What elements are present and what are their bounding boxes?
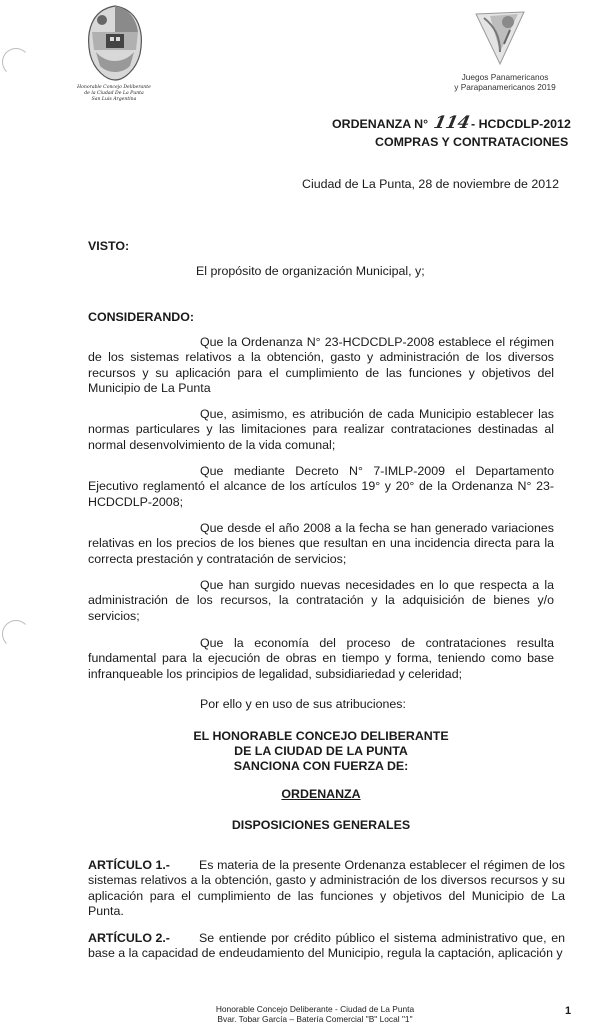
games-logo-icon <box>470 6 530 68</box>
paragraph-2-first-line: Que, asimismo, es atribución de cada Municipio establecer las <box>200 407 554 421</box>
paragraph-3-body: Ejecutivo reglamentó el alcance de los artículos 19° y 20° de la Ordenanza N° 23-HCDCDLP-2008; <box>88 479 554 509</box>
footer-line-1: Honorable Concejo Deliberante - Ciudad de La Punta <box>215 1004 415 1014</box>
section-title: DISPOSICIONES GENERALES <box>231 818 411 832</box>
paragraph-6-first-line: Que la economía del proceso de contrataciones resulta <box>200 636 554 650</box>
games-caption-2: y Parapanamericanos 2019 <box>454 81 556 92</box>
considerando-paragraph-6 <box>88 636 554 682</box>
games-caption-1: Juegos Panamericanos <box>461 72 549 82</box>
punch-hole-top <box>2 48 30 76</box>
paragraph-5-first-line: Que han surgido nuevas necesidades en lo que respecta a la <box>200 578 554 592</box>
pan-american-games-logo <box>470 6 530 66</box>
article-1-body: sistemas relativos a la obtención, gasto y administración de los diversos recursos y su aplicación para el cumplimiento de las funciones y objetivos del Municipio de La Punta. <box>88 873 565 918</box>
considerando-heading: CONSIDERANDO: <box>88 310 195 324</box>
ordinance-subject: COMPRAS Y CONTRATACIONES <box>375 135 569 149</box>
considerando-paragraph-5 <box>88 578 554 624</box>
article-1 <box>88 858 565 919</box>
article-2-first-line: Se entiende por crédito público el sistema administrativo que, en <box>199 931 565 945</box>
article-2-label: ARTÍCULO 2.- <box>88 931 170 945</box>
place-date: Ciudad de La Punta, 28 de noviembre de 2012 <box>302 177 559 191</box>
page-number: 1 <box>565 1005 572 1017</box>
paragraph-5-body: administración de los recursos, la contratación y la adquisición de bienes y/o servicios; <box>88 593 554 623</box>
footer-line-2: Bvar. Tobar García – Batería Comercial "B" Local "1" <box>217 1014 413 1024</box>
seal-caption-1: Honorable Concejo Deliberante <box>77 85 151 90</box>
considerando-paragraph-1 <box>88 335 554 396</box>
considerando-paragraph-2 <box>88 407 554 453</box>
article-1-label: ARTÍCULO 1.- <box>88 858 170 872</box>
article-2-body: base a la capacidad de endeudamiento del Municipio, regula la captación, aplicación y <box>88 946 563 961</box>
paragraph-4-first-line: Que desde el año 2008 a la fecha se han generado variaciones <box>200 521 554 535</box>
ordinance-title-wrap <box>88 787 554 801</box>
sanction-line-3: SANCIONA CON FUERZA DE: <box>233 759 409 773</box>
sanction-block <box>88 729 554 774</box>
considerando-paragraph-3 <box>88 464 554 510</box>
punch-hole-bottom <box>2 620 30 648</box>
games-logo-caption <box>440 73 570 92</box>
article-2 <box>88 931 565 962</box>
article-1-first-line: Es materia de la presente Ordenanza establecer el régimen de los <box>199 858 565 872</box>
visto-heading: VISTO: <box>88 239 130 253</box>
ordinance-number-line <box>332 113 571 133</box>
sanction-line-1: EL HONORABLE CONCEJO DELIBERANTE <box>193 729 449 743</box>
sanction-line-2: DE LA CIUDAD DE LA PUNTA <box>234 744 408 758</box>
considerando-closing: Por ello y en uso de sus atribuciones: <box>200 697 406 711</box>
ordinance-prefix: ORDENANZA N° <box>332 117 429 131</box>
paragraph-4-body: relativas en los precios de los bienes que resultan en una incidencia directa para la correcta prestación y contratación de servicios; <box>88 536 554 566</box>
footer <box>190 1004 440 1024</box>
paragraph-2-body: normas particulares y las limitaciones para realizar contrataciones destinadas al normal desenvolvimiento de la vida comunal; <box>88 422 554 452</box>
considerando-paragraph-4 <box>88 521 554 567</box>
visto-text: El propósito de organización Municipal, y; <box>196 264 425 278</box>
council-seal-icon <box>80 4 150 82</box>
ordinance-title: ORDENANZA <box>281 787 361 801</box>
seal-caption-3: San Luis Argentina <box>91 97 137 102</box>
council-seal <box>77 4 151 104</box>
paragraph-1-first-line: Que la Ordenanza N° 23-HCDCDLP-2008 establece el régimen <box>200 335 554 349</box>
paragraph-6-body: fundamental para la ejecución de obras en tiempo y forma, teniendo como base infranqueable los principios de legalidad, subsidiariedad y celeridad; <box>88 651 554 681</box>
paragraph-3-first-line: Que mediante Decreto N° 7-IMLP-2009 el Departamento <box>200 464 554 478</box>
ordinance-number-handwritten: 114 <box>431 113 472 133</box>
seal-caption-2: de la Ciudad De La Punta <box>84 91 144 96</box>
paragraph-1-body: de los sistemas relativos a la obtención, gasto y administración de los diversos recursos y su aplicación para el cumplimiento de las funciones y objetivos del Municipio de La Punta <box>88 350 554 395</box>
ordinance-suffix: - HCDCDLP-2012 <box>471 117 571 131</box>
